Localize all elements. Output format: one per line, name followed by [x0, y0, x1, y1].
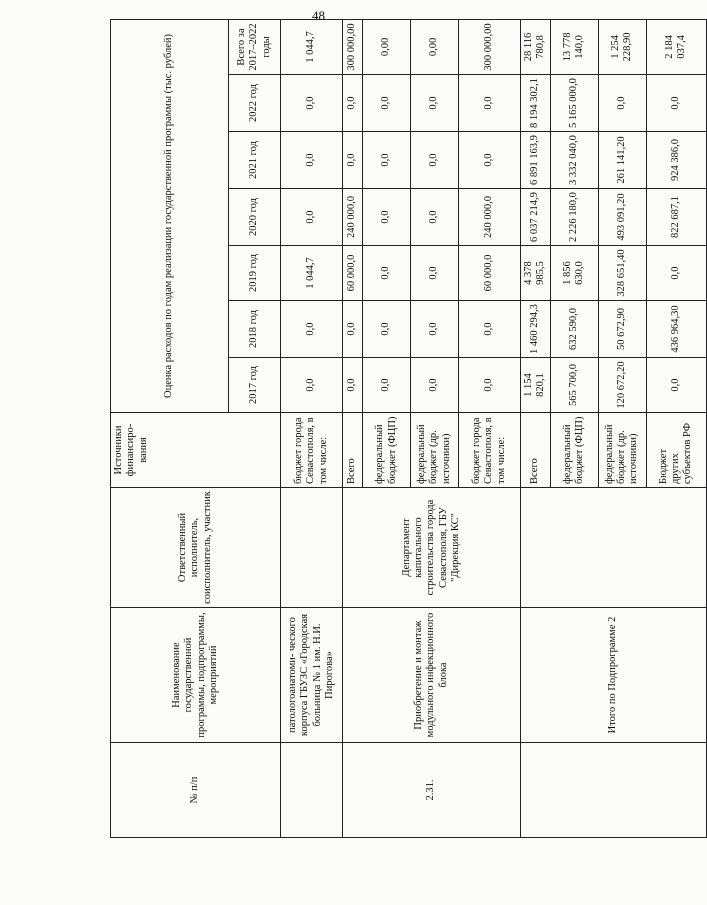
header-year: 2018 год	[229, 301, 281, 358]
value-cell: 6 891 163,9	[521, 132, 551, 189]
header-year: 2021 год	[229, 132, 281, 189]
value-cell: 0,0	[343, 301, 363, 358]
value-cell: 240 000,0	[459, 189, 521, 246]
value-cell: 0,0	[281, 189, 343, 246]
value-cell: 1 044,7	[281, 246, 343, 301]
source-cell: федеральный бюджет (ФЦП)	[550, 413, 598, 488]
responsible-cell	[521, 488, 707, 608]
header-name: Наименование государственной программы, подпрограммы, мероприятий	[111, 608, 281, 743]
measure-name: Итого по Подпрограмме 2	[521, 608, 707, 743]
value-cell: 50 672,90	[598, 301, 646, 358]
value-cell: 0,0	[363, 75, 411, 132]
header-year: 2017 год	[229, 358, 281, 413]
value-cell: 0,0	[363, 189, 411, 246]
value-cell: 0,0	[363, 358, 411, 413]
value-cell: 0,0	[646, 246, 706, 301]
value-cell: 632 590,0	[550, 301, 598, 358]
value-cell: 0,0	[411, 189, 459, 246]
value-cell: 0,0	[459, 132, 521, 189]
budget-table	[110, 19, 707, 838]
source-cell: бюджет города Севастополя, в том числе:	[459, 413, 521, 488]
total-cell: 13 778 140,0	[550, 19, 598, 74]
value-cell: 1 856 630,0	[550, 246, 598, 301]
table-row	[281, 19, 343, 837]
value-cell: 5 165 000,0	[550, 75, 598, 132]
value-cell: 0,0	[411, 301, 459, 358]
value-cell: 328 651,40	[598, 246, 646, 301]
value-cell: 822 687,1	[646, 189, 706, 246]
source-cell: федеральный бюджет (ФЦП)	[363, 413, 411, 488]
value-cell: 0,0	[281, 132, 343, 189]
table-row	[343, 19, 363, 837]
source-cell: федеральный бюджет (др. источники)	[598, 413, 646, 488]
value-cell: 565 700,0	[550, 358, 598, 413]
header-total: Всего за 2017–2022 годы	[229, 19, 281, 74]
header-year: 2019 год	[229, 246, 281, 301]
value-cell: 261 141,20	[598, 132, 646, 189]
value-cell: 0,0	[459, 75, 521, 132]
total-cell: 0,00	[411, 19, 459, 74]
source-cell: бюджет города Севастополя, в том числе:	[281, 413, 343, 488]
total-cell: 300 000,00	[343, 19, 363, 74]
measure-name: патологоанатоми- ческого корпуса ГБУЗС «Городская больница № 1 им. Н.И. Пирогова»	[281, 608, 343, 743]
value-cell: 8 194 302,1	[521, 75, 551, 132]
value-cell: 3 332 040,0	[550, 132, 598, 189]
total-cell: 300 000,00	[459, 19, 521, 74]
header-estimate: Оценка расходов по годам реализации государственной программы (тыс. рублей)	[111, 19, 229, 412]
row-num	[281, 743, 343, 838]
row-num	[521, 743, 707, 838]
responsible-cell	[281, 488, 343, 608]
row-num: 2.31.	[343, 743, 521, 838]
value-cell: 0,0	[411, 358, 459, 413]
value-cell: 1 460 294,3	[521, 301, 551, 358]
table-row	[521, 19, 551, 837]
source-cell: Всего	[343, 413, 363, 488]
responsible-cell: Департамент капитального строительства города Севастополя, ГБУ "Дирекция КС"	[343, 488, 521, 608]
page-number: 48	[312, 8, 325, 23]
value-cell: 0,0	[281, 301, 343, 358]
value-cell: 60 000,0	[343, 246, 363, 301]
value-cell: 0,0	[598, 75, 646, 132]
value-cell: 0,0	[281, 75, 343, 132]
value-cell: 0,0	[459, 358, 521, 413]
total-cell: 2 184 037,4	[646, 19, 706, 74]
value-cell: 493 091,20	[598, 189, 646, 246]
total-cell: 28 116 780,8	[521, 19, 551, 74]
value-cell: 0,0	[363, 132, 411, 189]
source-cell: Бюджет других субъектов РФ	[646, 413, 706, 488]
value-cell: 436 964,30	[646, 301, 706, 358]
value-cell: 0,0	[411, 246, 459, 301]
header-num: № п/п	[111, 743, 281, 838]
value-cell: 0,0	[363, 301, 411, 358]
header-sources: Источники финансиро- вания	[111, 413, 281, 488]
value-cell: 240 000,0	[343, 189, 363, 246]
value-cell: 0,0	[646, 358, 706, 413]
header-responsible: Ответственный исполнитель, соисполнитель, участник	[111, 488, 281, 608]
value-cell: 0,0	[411, 75, 459, 132]
value-cell: 0,0	[646, 75, 706, 132]
value-cell: 2 226 180,0	[550, 189, 598, 246]
value-cell: 4 378 985,5	[521, 246, 551, 301]
value-cell: 0,0	[363, 246, 411, 301]
value-cell: 0,0	[281, 358, 343, 413]
header-year: 2020 год	[229, 189, 281, 246]
source-cell: федеральный бюджет (др. источники)	[411, 413, 459, 488]
total-cell: 1 254 228,90	[598, 19, 646, 74]
value-cell: 924 386,0	[646, 132, 706, 189]
value-cell: 0,0	[343, 75, 363, 132]
value-cell: 0,0	[343, 358, 363, 413]
value-cell: 0,0	[459, 301, 521, 358]
value-cell: 0,0	[411, 132, 459, 189]
value-cell: 120 672,20	[598, 358, 646, 413]
total-cell: 1 044,7	[281, 19, 343, 74]
value-cell: 60 000,0	[459, 246, 521, 301]
measure-name: Приобретение и монтаж модульного инфекционного блока	[343, 608, 521, 743]
value-cell: 6 037 214,9	[521, 189, 551, 246]
header-year: 2022 год	[229, 75, 281, 132]
value-cell: 1 154 820,1	[521, 358, 551, 413]
total-cell: 0,00	[363, 19, 411, 74]
source-cell: Всего	[521, 413, 551, 488]
value-cell: 0,0	[343, 132, 363, 189]
rotated-table-wrapper	[110, 20, 694, 838]
